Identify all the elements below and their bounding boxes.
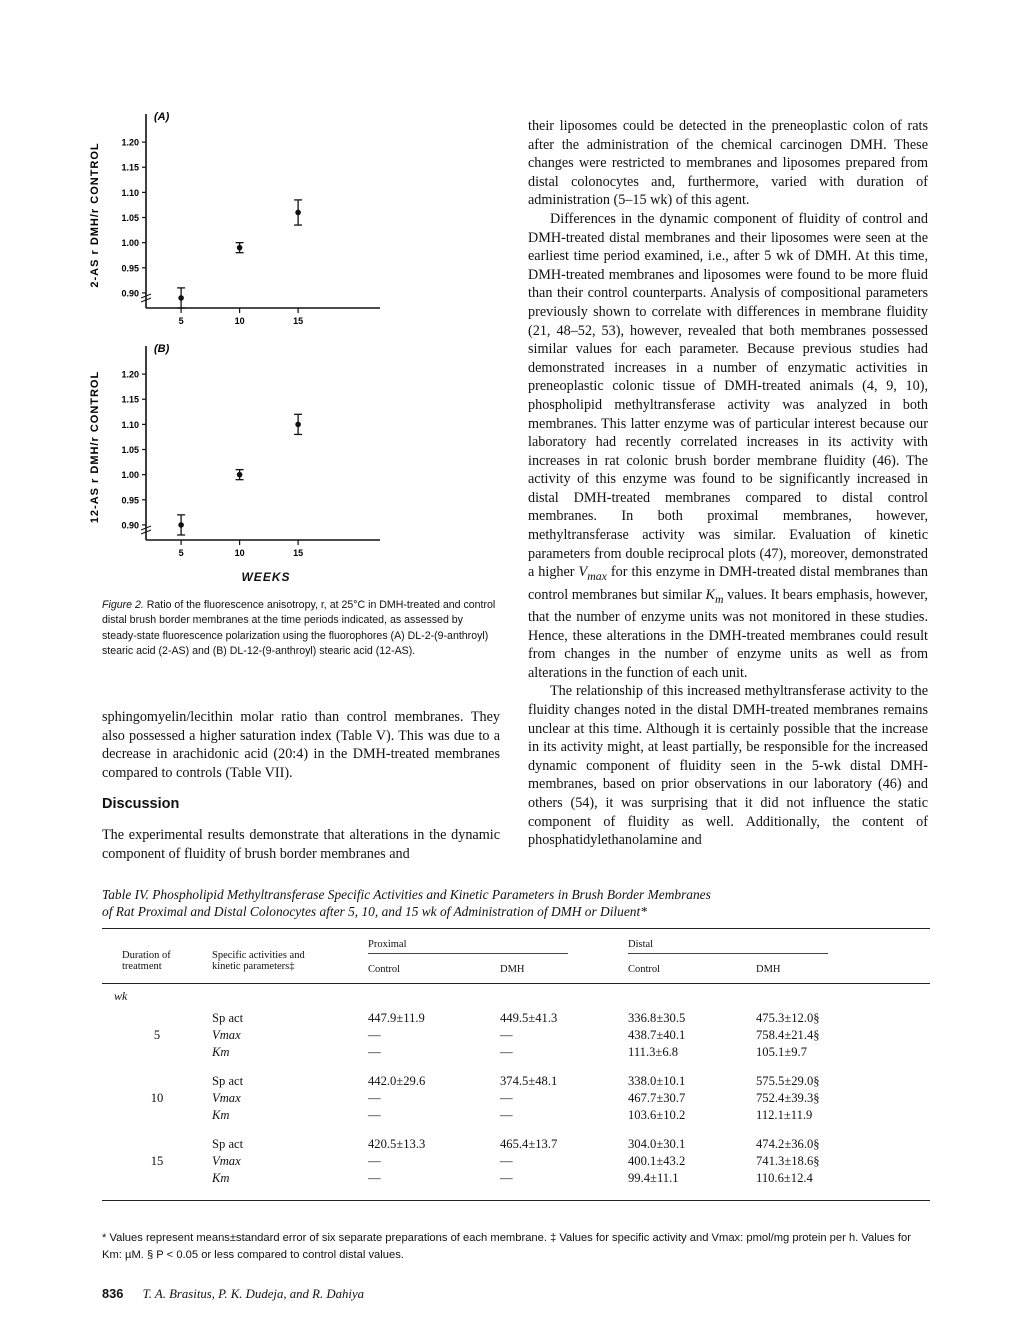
group-spacer [102, 1061, 930, 1073]
y-tick-label: 0.90 [121, 520, 139, 531]
left-paragraph-2: The experimental results demonstrate that alterations in the dynamic component of fluidity of brush border membranes and [102, 826, 500, 862]
y-tick-label: 1.15 [121, 394, 139, 405]
figure-panel-a [78, 110, 398, 340]
panel-label: (B) [154, 343, 170, 355]
figure-panel-b [78, 342, 398, 572]
distal-dmh-cell: 474.2±36.0§ [756, 1136, 820, 1151]
y-axis-label: 2-AS r DMH/r CONTROL [89, 142, 101, 288]
x-axis-label: WEEKS [241, 570, 291, 584]
header-proximal-dmh: DMH [500, 964, 525, 975]
header-params [212, 929, 368, 984]
unit-cell [102, 984, 212, 1010]
table-row [102, 1044, 930, 1061]
chart-b-svg [78, 342, 398, 572]
x-tick-label: 10 [234, 316, 245, 326]
duration-cell [102, 1170, 212, 1187]
duration-cell: 5 [153, 1027, 161, 1042]
param-cell [212, 1170, 368, 1187]
right-paragraph-2 [528, 210, 928, 683]
table-body [102, 984, 930, 1201]
duration-cell [102, 1010, 212, 1027]
proximal-control-cell: — [368, 1107, 381, 1122]
duration-cell [102, 1107, 212, 1124]
y-tick-label: 1.15 [121, 162, 139, 173]
table-footnote: * Values represent means±standard error of six separate preparations of each membrane. ‡ Values for specific activity and Vmax: pmol/mg protein per h. Values for Km: µM. § P < 0.05 or less compared to control distal values. [102, 1232, 911, 1261]
footer-authors: T. A. Brasitus, P. K. Dudeja, and R. Dahiya [142, 1287, 365, 1301]
proximal-control-cell: 442.0±29.6 [368, 1073, 426, 1088]
page-footer [102, 1286, 364, 1302]
vmax-label: Vmax [212, 1090, 241, 1105]
proximal-dmh-cell: — [500, 1107, 513, 1122]
table-title [102, 886, 922, 920]
param-cell: Sp act [212, 1136, 244, 1151]
distal-control-cell: 111.3±6.8 [628, 1044, 679, 1059]
distal-dmh-cell: 752.4±39.3§ [756, 1090, 820, 1105]
distal-dmh-cell: 758.4±21.4§ [756, 1027, 820, 1042]
distal-control-cell: 467.7±30.7 [628, 1090, 686, 1105]
distal-control-cell: 99.4±11.1 [628, 1170, 679, 1185]
param-cell [212, 1153, 368, 1170]
data-point [295, 422, 301, 428]
data-table [102, 928, 930, 1201]
proximal-control-cell: 420.5±13.3 [368, 1136, 426, 1151]
table-row [102, 1090, 930, 1107]
header-distal-control: Control [628, 964, 661, 975]
proximal-control-cell: — [368, 1170, 381, 1185]
km-label: Km [212, 1044, 230, 1059]
proximal-control-cell: 447.9±11.9 [368, 1010, 425, 1025]
unit-row-spacer [212, 984, 930, 1010]
unit-row [102, 984, 930, 1010]
y-tick-label: 1.00 [121, 470, 139, 481]
right-paragraph-1: their liposomes could be detected in the preneoplastic colon of rats after the administration of the chemical carcinogen DMH. These changes were restricted to membranes and liposomes prepared from distal colonocytes and, furthermore, varied with duration of administration (5–15 wk) of this agent. [528, 118, 928, 209]
duration-cell [102, 1136, 212, 1153]
param-cell: Sp act [212, 1010, 244, 1025]
proximal-dmh-cell: — [500, 1153, 513, 1168]
param-cell: Sp act [212, 1073, 244, 1088]
vmax-symbol [578, 564, 607, 584]
param-cell [212, 1027, 368, 1044]
duration-cell [102, 1044, 212, 1061]
table-row [102, 1170, 930, 1187]
header-distal-text: Distal [628, 939, 828, 954]
proximal-dmh-cell: 374.5±48.1 [500, 1073, 558, 1088]
table-iv [102, 928, 930, 1201]
distal-control-cell: 400.1±43.2 [628, 1153, 686, 1168]
distal-dmh-cell: 475.3±12.0§ [756, 1010, 820, 1025]
km-label: Km [212, 1170, 230, 1185]
distal-control-cell: 438.7±40.1 [628, 1027, 686, 1042]
unit-text: wk [114, 989, 128, 1004]
proximal-dmh-cell: 449.5±41.3 [500, 1010, 558, 1025]
group-spacer-cell [102, 1124, 930, 1136]
vmax-label: Vmax [212, 1153, 241, 1168]
x-tick-label: 5 [178, 316, 184, 326]
vmax-letter: V [578, 564, 588, 581]
data-point [178, 295, 184, 301]
y-tick-label: 1.20 [121, 369, 139, 380]
distal-control-cell: 103.6±10.2 [628, 1107, 686, 1122]
vmax-subscript: max [587, 569, 607, 584]
x-tick-label: 15 [293, 548, 304, 558]
y-tick-label: 1.10 [121, 187, 139, 198]
figure-caption [102, 598, 500, 660]
panel-label: (A) [154, 111, 170, 123]
right-paragraph-3: The relationship of this increased methyltransferase activity to the fluidity changes noted in the distal DMH-treated membranes remains unclear at this time. Although it is certainly possible that the increase in its activity might, at least partially, be responsible for the increased dynamic component of fluidity seen in the 5-wk distal DMH-membranes, based on prior observations in our laboratory (46) and others (54), it was surprising that it did not influence the static component of fluidity as well. Additionally, the content of phosphatidylethanolamine and [528, 683, 928, 849]
y-tick-label: 0.95 [121, 263, 139, 274]
vmax-label: Vmax [212, 1027, 241, 1042]
proximal-dmh-cell: — [500, 1170, 513, 1185]
right-column [528, 117, 928, 850]
header-distal [628, 929, 930, 959]
distal-dmh-cell: 110.6±12.4 [756, 1170, 813, 1185]
proximal-dmh-cell: — [500, 1044, 513, 1059]
section-heading-discussion: Discussion [102, 796, 180, 813]
distal-dmh-cell: 741.3±18.6§ [756, 1153, 820, 1168]
x-tick-label: 10 [234, 548, 245, 558]
proximal-control-cell: — [368, 1090, 381, 1105]
data-point [237, 245, 243, 251]
duration-cell [102, 1073, 212, 1090]
y-tick-label: 1.20 [121, 137, 139, 148]
km-letter: K [705, 586, 715, 603]
figure-caption-text: Ratio of the fluorescence anisotropy, r, at 25°C in DMH-treated and control distal brush border membranes at the time periods indicated, as assessed by steady-state fluorescence polarization using the fluorophores (A) DL-2-(9-anthroyl) stearic acid (2-AS) and (B) DL-12-(9-anthroyl) stearic acid (12-AS). [102, 599, 496, 658]
data-point [178, 522, 184, 528]
table-row [102, 1107, 930, 1124]
x-tick-label: 15 [293, 316, 304, 326]
y-tick-label: 1.00 [121, 238, 139, 249]
table-row [102, 1153, 930, 1170]
right-paragraph-2-start: Differences in the dynamic component of fluidity of control and DMH-treated distal membranes and their liposomes were seen at the earliest time period examined, i.e., after 5 wk of DMH. At this time, DMH-treated membranes and liposomes were found to be more fluid than their control counterparts. Analysis of compositional parameters previously shown to correlate with differences in membrane fluidity (21, 48–52, 53), however, revealed that both membranes possessed similar values for each parameter. Because previous studies had demonstrated increases in a number of enzymatic activities in preneoplastic colonic tissue of DMH-treated animals (4, 9, 10), phospholipid methyltransferase activity was analyzed in both membranes. This latter enzyme was of particular interest because our laboratory had recently correlated increases in its activity with increases in rat colonic brush border membrane fluidity (46). The activity of this enzyme was found to be significantly increased in distal DMH-treated membranes compared to distal control membranes. In both proximal membranes, however, methyltransferase activity was similar. Evaluation of kinetic parameters from double reciprocal plots (47), moreover, demonstrated a higher [528, 210, 928, 581]
distal-control-cell: 304.0±30.1 [628, 1136, 686, 1151]
param-cell [212, 1090, 368, 1107]
duration-cell: 10 [150, 1090, 164, 1105]
param-cell [212, 1044, 368, 1061]
table-title-line-2: of Rat Proximal and Distal Colonocytes after 5, 10, and 15 wk of Administration of DMH or Diluent* [102, 904, 647, 919]
proximal-dmh-cell: 465.4±13.7 [500, 1136, 558, 1151]
y-tick-label: 0.95 [121, 495, 139, 506]
proximal-control-cell: — [368, 1153, 381, 1168]
right-paragraph-2-end: values. It bears emphasis, however, that the number of enzyme units was not monitored in these studies. Hence, these alterations in the DMH-treated membranes could result from changes in the number of enzyme units as well as from alterations in the function of each unit. [528, 586, 928, 681]
figure-caption-label: Figure 2. [102, 599, 144, 611]
km-subscript: m [714, 591, 724, 606]
y-tick-label: 1.05 [121, 445, 139, 456]
header-proximal [368, 929, 628, 959]
group-spacer-cell [102, 1061, 930, 1073]
table-title-line-1: Table IV. Phospholipid Methyltransferase Specific Activities and Kinetic Parameters in Brush Border Membranes [102, 887, 711, 902]
table-row [102, 1073, 930, 1090]
table-row [102, 1010, 930, 1027]
header-proximal-text: Proximal [368, 939, 568, 954]
header-proximal-control: Control [368, 964, 401, 975]
distal-dmh-cell: 112.1±11.9 [756, 1107, 813, 1122]
right-paragraph-2-mid: for this enzyme in DMH-treated distal membranes than control membranes but similar [528, 564, 928, 603]
distal-dmh-cell: 105.1±9.7 [756, 1044, 807, 1059]
proximal-dmh-cell: — [500, 1090, 513, 1105]
distal-control-cell: 336.8±30.5 [628, 1010, 686, 1025]
left-column [102, 708, 500, 863]
table-row [102, 1027, 930, 1044]
km-label: Km [212, 1107, 230, 1122]
data-point [237, 472, 243, 478]
param-cell [212, 1107, 368, 1124]
y-tick-label: 0.90 [121, 288, 139, 299]
left-paragraph-1: sphingomyelin/lecithin molar ratio than control membranes. They also possessed a higher saturation index (Table V). This was due to a decrease in arachidonic acid (20:4) in the DMH-treated membranes compared to controls (Table VII). [102, 709, 500, 781]
header-distal-dmh: DMH [756, 964, 781, 975]
proximal-control-cell: — [368, 1027, 381, 1042]
distal-control-cell: 338.0±10.1 [628, 1073, 686, 1088]
group-spacer [102, 1124, 930, 1136]
y-tick-label: 1.05 [121, 213, 139, 224]
distal-dmh-cell: 575.5±29.0§ [756, 1073, 820, 1088]
page-number: 836 [102, 1286, 124, 1301]
km-symbol [705, 586, 724, 606]
data-point [295, 210, 301, 216]
duration-cell: 15 [150, 1153, 164, 1168]
proximal-dmh-cell: — [500, 1027, 513, 1042]
table-row [102, 1136, 930, 1153]
x-tick-label: 5 [178, 548, 184, 558]
table-end-rule [102, 1187, 930, 1201]
header-duration [102, 929, 212, 984]
y-axis-label: 12-AS r DMH/r CONTROL [89, 370, 101, 524]
proximal-control-cell: — [368, 1044, 381, 1059]
header-duration-text: Duration of treatment [122, 950, 171, 972]
chart-a-svg [78, 110, 398, 340]
y-tick-label: 1.10 [121, 419, 139, 430]
header-params-text: Specific activities and kinetic parameters‡ [212, 950, 305, 972]
table-end-rule-cell [102, 1187, 930, 1201]
